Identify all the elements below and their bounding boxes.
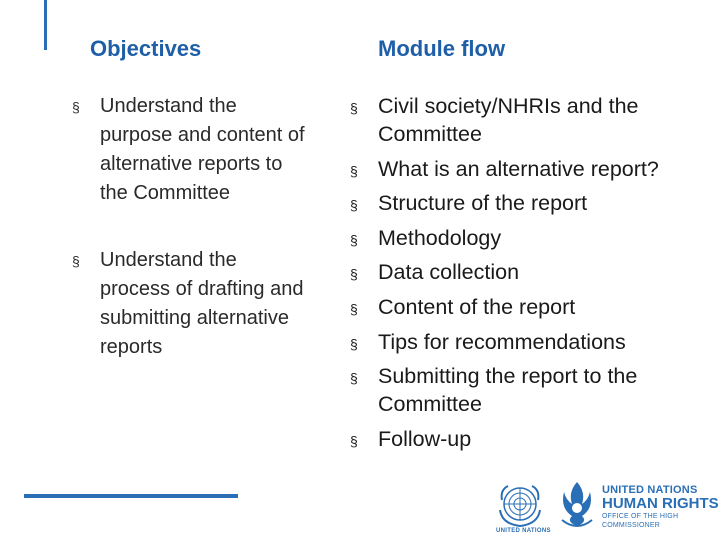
module-item [350, 362, 710, 418]
ohchr-emblem-icon [558, 478, 596, 530]
ohchr-logo-text [602, 484, 720, 530]
module-text: Submitting the report to the Committee [378, 364, 638, 417]
module-text: Follow-up [378, 426, 472, 451]
module-item [350, 92, 710, 148]
module-item [350, 328, 710, 356]
ohchr-logo-line2: HUMAN RIGHTS [602, 495, 719, 512]
objective-item [72, 246, 312, 362]
bullet-icon: § [350, 432, 358, 449]
un-caption: UNITED NATIONS [496, 528, 551, 534]
objective-item [72, 92, 312, 208]
module-item [350, 189, 710, 217]
module-text: Tips for recommendations [378, 329, 626, 354]
bullet-icon: § [72, 253, 80, 269]
module-flow-heading: Module flow [378, 36, 506, 61]
bullet-icon: § [350, 197, 358, 214]
module-item [350, 224, 710, 252]
accent-line-bottom [24, 494, 238, 498]
bullet-icon: § [72, 99, 80, 115]
bullet-icon: § [350, 300, 358, 317]
ohchr-logo-line1: UNITED NATIONS [602, 484, 698, 496]
bullet-icon: § [350, 266, 358, 283]
module-text: Content of the report [378, 294, 576, 319]
module-text: What is an alternative report? [378, 156, 659, 181]
module-text: Data collection [378, 260, 520, 285]
bullet-icon: § [350, 370, 358, 387]
module-text: Civil society/NHRIs and the Committee [378, 94, 639, 146]
objectives-heading: Objectives [90, 36, 202, 61]
bullet-icon: § [350, 231, 358, 248]
objective-text: Understand the purpose and content of alternative reports to the Committee [100, 95, 305, 204]
module-item [350, 155, 710, 183]
ohchr-logo-line3: OFFICE OF THE HIGH COMMISSIONER [602, 513, 679, 529]
bullet-icon: § [350, 335, 358, 352]
module-item [350, 258, 710, 286]
module-flow-list [350, 92, 710, 459]
module-text: Methodology [378, 225, 502, 250]
objective-text: Understand the process of drafting and submitting alternative reports [100, 249, 304, 358]
module-item [350, 293, 710, 321]
objectives-list [72, 92, 312, 400]
module-item [350, 425, 710, 453]
bullet-icon: § [350, 162, 358, 179]
module-text: Structure of the report [378, 191, 588, 216]
bullet-icon: § [350, 100, 358, 116]
accent-bar-left [44, 0, 47, 50]
